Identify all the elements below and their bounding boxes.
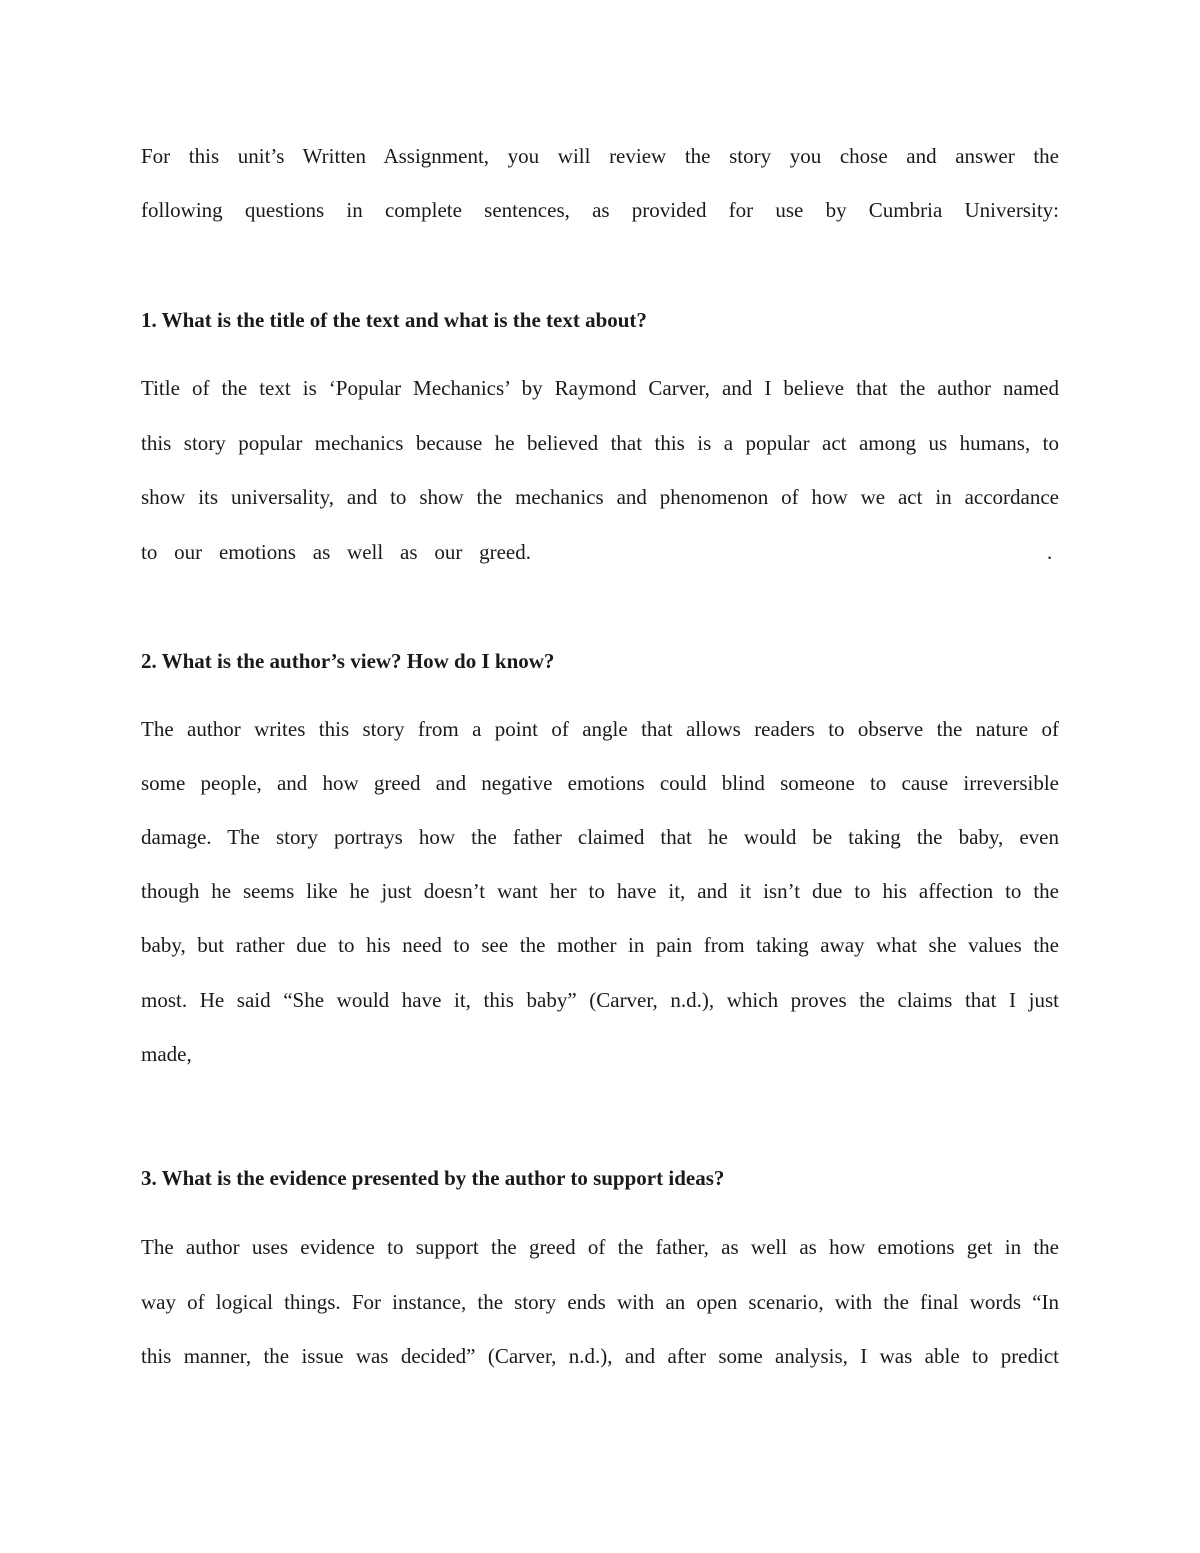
answer-2-line-1: The author writes this story from a point of angle that allows readers to observe the nature of (141, 717, 1059, 741)
answer-2-line-6: most. He said “She would have it, this baby” (Carver, n.d.), which proves the claims that I just (141, 988, 1059, 1012)
answer-3-line-1: The author uses evidence to support the greed of the father, as well as how emotions get in the (141, 1235, 1059, 1259)
answer-3-line-3: this manner, the issue was decided” (Carver, n.d.), and after some analysis, I was able to predict (141, 1344, 1059, 1368)
answer-2-line-4: though he seems like he just doesn’t want her to have it, and it isn’t due to his affection to the (141, 879, 1059, 903)
question-2-heading: 2. What is the author’s view? How do I know? (141, 649, 555, 673)
intro-line-1: For this unit’s Written Assignment, you will review the story you chose and answer the (141, 144, 1059, 168)
intro-line-2: following questions in complete sentences, as provided for use by Cumbria University: (141, 198, 1059, 222)
answer-2-line-3: damage. The story portrays how the father claimed that he would be taking the baby, even (141, 825, 1059, 849)
answer-2-line-5: baby, but rather due to his need to see the mother in pain from taking away what she values the (141, 933, 1059, 957)
answer-1-line-1: Title of the text is ‘Popular Mechanics’ by Raymond Carver, and I believe that the author named (141, 376, 1059, 400)
answer-1-line-4: to our emotions as well as our greed. (141, 540, 531, 564)
answer-1-line-3: show its universality, and to show the mechanics and phenomenon of how we act in accordance (141, 485, 1059, 509)
answer-2-line-7: made, (141, 1042, 192, 1066)
answer-1-trailing-mark: . (1047, 540, 1053, 564)
question-3-heading: 3. What is the evidence presented by the author to support ideas? (141, 1166, 725, 1190)
answer-3-line-2: way of logical things. For instance, the story ends with an open scenario, with the final words “In (141, 1290, 1059, 1314)
answer-2-line-2: some people, and how greed and negative emotions could blind someone to cause irreversible (141, 771, 1059, 795)
answer-1-line-2: this story popular mechanics because he believed that this is a popular act among us humans, to (141, 431, 1059, 455)
question-1-heading: 1. What is the title of the text and what is the text about? (141, 308, 647, 332)
